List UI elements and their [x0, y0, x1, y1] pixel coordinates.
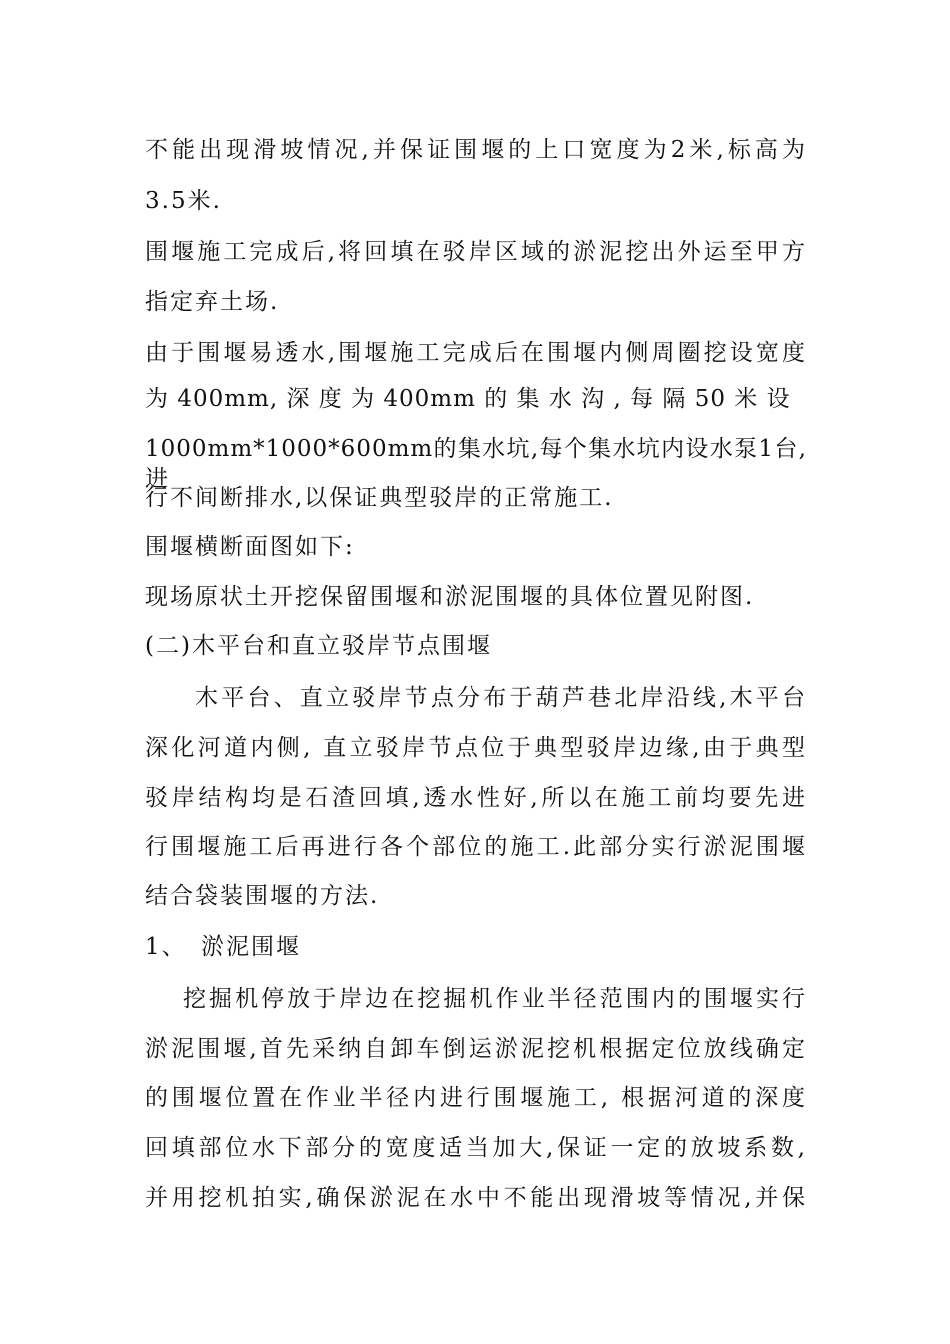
- paragraph-line-1: 不能出现滑坡情况,并保证围堰的上口宽度为2米,标高为: [145, 137, 807, 163]
- paragraph-line-16: 结合袋装围堰的方法.: [145, 883, 380, 909]
- paragraph-line-6: 为 400mm, 深 度 为 400mm 的 集 水 沟 , 每 隔 50 米 设: [145, 386, 791, 412]
- subheading-1: [145, 932, 807, 962]
- subheading-number: 1、: [145, 934, 187, 960]
- paragraph-line-3: 围堰施工完成后,将回填在驳岸区域的淤泥挖出外运至甲方: [145, 239, 807, 265]
- paragraph-line-7: 1000mm*1000*600mm的集水坑,每个集水坑内设水泵1台,进: [145, 436, 807, 492]
- paragraph-line-15: 行围堰施工后再进行各个部位的施工.此部分实行淤泥围堰: [145, 834, 807, 860]
- subheading-title: 淤泥围堰: [201, 934, 301, 960]
- paragraph-line-12: 木平台、直立驳岸节点分布于葫芦巷北岸沿线,木平台: [195, 685, 807, 711]
- paragraph-line-17: 挖掘机停放于岸边在挖掘机作业半径范围内的围堰实行: [183, 986, 807, 1012]
- paragraph-line-8: 行不间断排水,以保证典型驳岸的正常施工.: [145, 485, 614, 511]
- paragraph-line-4: 指定弃土场.: [145, 289, 280, 315]
- paragraph-line-20: 回填部位水下部分的宽度适当加大,保证一定的放坡系数,: [145, 1135, 807, 1161]
- paragraph-line-18: 淤泥围堰,首先采纳自卸车倒运淤泥挖机根据定位放线确定: [145, 1036, 807, 1062]
- paragraph-line-14: 驳岸结构均是石渣回填,透水性好,所以在施工前均要先进: [145, 785, 807, 811]
- paragraph-line-13: 深化河道内侧, 直立驳岸节点位于典型驳岸边缘,由于典型: [145, 735, 807, 761]
- section-heading: (二)木平台和直立驳岸节点围堰: [145, 633, 492, 659]
- paragraph-line-5: 由于围堰易透水,围堰施工完成后在围堰内侧周圈挖设宽度: [145, 340, 807, 366]
- paragraph-line-2: 3.5米.: [145, 188, 222, 214]
- paragraph-line-9: 围堰横断面图如下:: [145, 534, 355, 560]
- paragraph-line-21: 并用挖机拍实,确保淤泥在水中不能出现滑坡等情况,并保: [145, 1185, 807, 1211]
- paragraph-line-10: 现场原状土开挖保留围堰和淤泥围堰的具体位置见附图.: [145, 584, 755, 610]
- paragraph-line-19: 的围堰位置在作业半径内进行围堰施工, 根据河道的深度: [145, 1085, 807, 1111]
